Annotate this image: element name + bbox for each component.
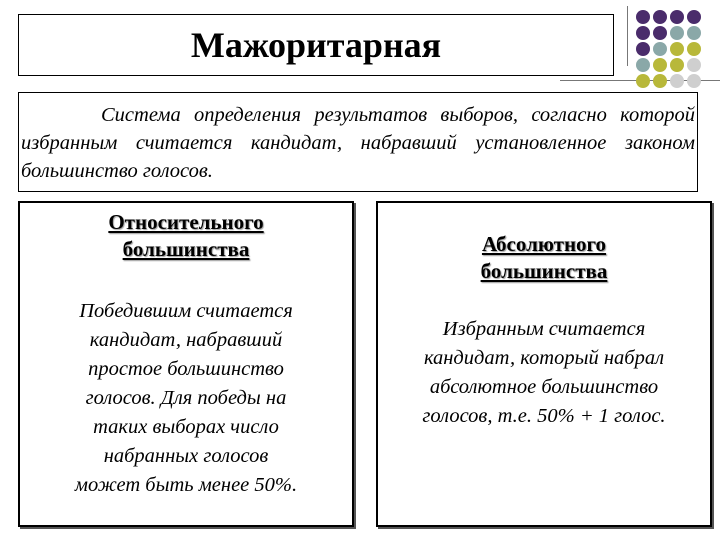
relative-majority-box: [18, 201, 354, 527]
relative-majority-text: Победившим считается кандидат, набравший простое большинство голосов. Для победы на таких выборах число набранных голосов может быть менее 50%.: [74, 300, 298, 496]
slide-title: [18, 14, 614, 76]
decorative-dot: [670, 58, 684, 72]
decorative-dot: [636, 10, 650, 24]
decorative-dot: [653, 10, 667, 24]
decorative-dot: [670, 26, 684, 40]
decorative-dot: [670, 10, 684, 24]
decorative-dot: [670, 42, 684, 56]
decorative-dot: [636, 58, 650, 72]
decorative-dot: [636, 42, 650, 56]
definition-box: [18, 92, 698, 192]
decorative-dot: [653, 58, 667, 72]
decorative-dot: [636, 74, 650, 88]
decorative-dot: [653, 42, 667, 56]
decorative-vertical-line: [627, 6, 628, 66]
definition-text: Система определения результатов выборов, согласно которой избранным считается кандидат, набравший установленное законом большинство голосов.: [21, 104, 695, 182]
decorative-dot: [687, 58, 701, 72]
absolute-majority-text: Избранным считается кандидат, который набрал абсолютное большинство голосов, т.е. 50% + 1 голос.: [422, 318, 666, 427]
absolute-majority-heading: Абсолютного большинства: [480, 232, 608, 283]
decorative-dot: [687, 10, 701, 24]
decorative-dot: [670, 74, 684, 88]
decorative-dot: [636, 26, 650, 40]
decorative-dot: [687, 74, 701, 88]
decorative-dot: [687, 42, 701, 56]
relative-majority-heading: Относительного большинства: [108, 210, 264, 261]
decorative-dot: [687, 26, 701, 40]
decorative-dot: [653, 26, 667, 40]
decorative-dot-grid: [636, 10, 720, 90]
slide-title-text: Мажоритарная: [190, 25, 442, 65]
absolute-majority-box: [376, 201, 712, 527]
decorative-dot: [653, 74, 667, 88]
